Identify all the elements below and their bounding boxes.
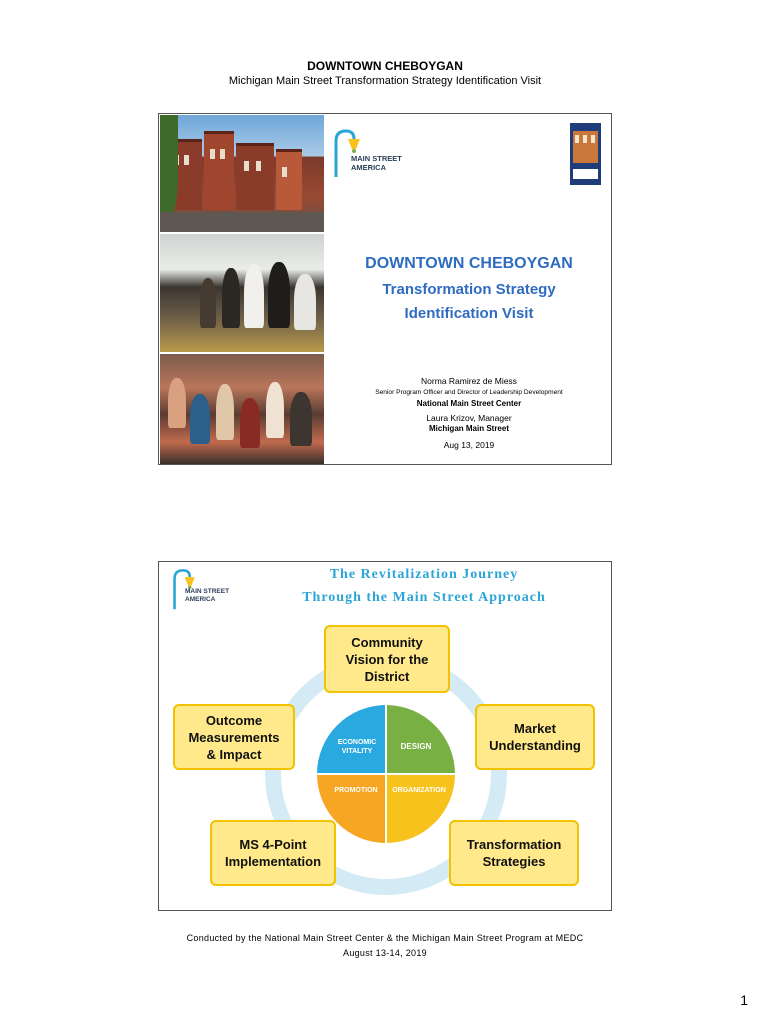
slide1-subtitle-line1: Transformation Strategy bbox=[382, 281, 556, 298]
quadrant-design bbox=[386, 705, 455, 774]
quadrant-organization bbox=[386, 774, 455, 843]
box-transformation-strategies: Transformation Strategies bbox=[449, 820, 579, 886]
presenter2-org: Michigan Main Street bbox=[428, 424, 509, 433]
slide-title bbox=[158, 113, 612, 465]
footer-credit: Conducted by the National Main Street Center & the Michigan Main Street Program at MEDC bbox=[186, 933, 584, 943]
presenter1-org: National Main Street Center bbox=[416, 399, 522, 408]
quadrant-organization-label: ORGANIZATION bbox=[392, 787, 446, 794]
quadrant-economic-label: ECONOMIC VITALITY bbox=[337, 739, 377, 755]
box-ms-4-point: MS 4-Point Implementation bbox=[210, 820, 336, 886]
slide2-title-line1: The Revitalization Journey bbox=[329, 567, 519, 582]
logo-text: MAIN STREET AMERICA bbox=[185, 588, 230, 603]
street-photo bbox=[160, 115, 324, 232]
presenter1-name: Norma Ramirez de Miess bbox=[421, 376, 517, 386]
box-market-understanding: Market Understanding bbox=[475, 704, 595, 770]
quadrant-design-label: DESIGN bbox=[400, 742, 432, 751]
box-community-vision: Community Vision for the District bbox=[324, 625, 450, 693]
quadrant-promotion-label: PROMOTION bbox=[334, 787, 378, 794]
slide1-subtitle-line2: Identification Visit bbox=[404, 305, 534, 322]
michigan-main-street-badge bbox=[570, 123, 601, 185]
box-outcome-measurements: Outcome Measurements & Impact bbox=[173, 704, 295, 770]
footer-date: August 13-14, 2019 bbox=[343, 948, 427, 958]
slide-journey bbox=[158, 561, 612, 911]
slide1-title: DOWNTOWN CHEBOYGAN bbox=[365, 255, 573, 272]
document-subtitle: Michigan Main Street Transformation Strategy Identification Visit bbox=[228, 75, 542, 87]
slide2-title-line2: Through the Main Street Approach bbox=[302, 590, 546, 605]
presenter2-name: Laura Krizov, Manager bbox=[426, 413, 512, 423]
document-title: DOWNTOWN CHEBOYGAN bbox=[307, 59, 463, 73]
presenter1-role: Senior Program Officer and Director of Leadership Development bbox=[375, 389, 563, 396]
page-number: 1 bbox=[740, 992, 748, 1008]
groundbreaking-photo bbox=[160, 234, 324, 352]
slide1-date: Aug 13, 2019 bbox=[443, 440, 495, 450]
crowd-photo bbox=[160, 354, 324, 464]
logo-text: MAIN STREET AMERICA bbox=[351, 154, 402, 172]
